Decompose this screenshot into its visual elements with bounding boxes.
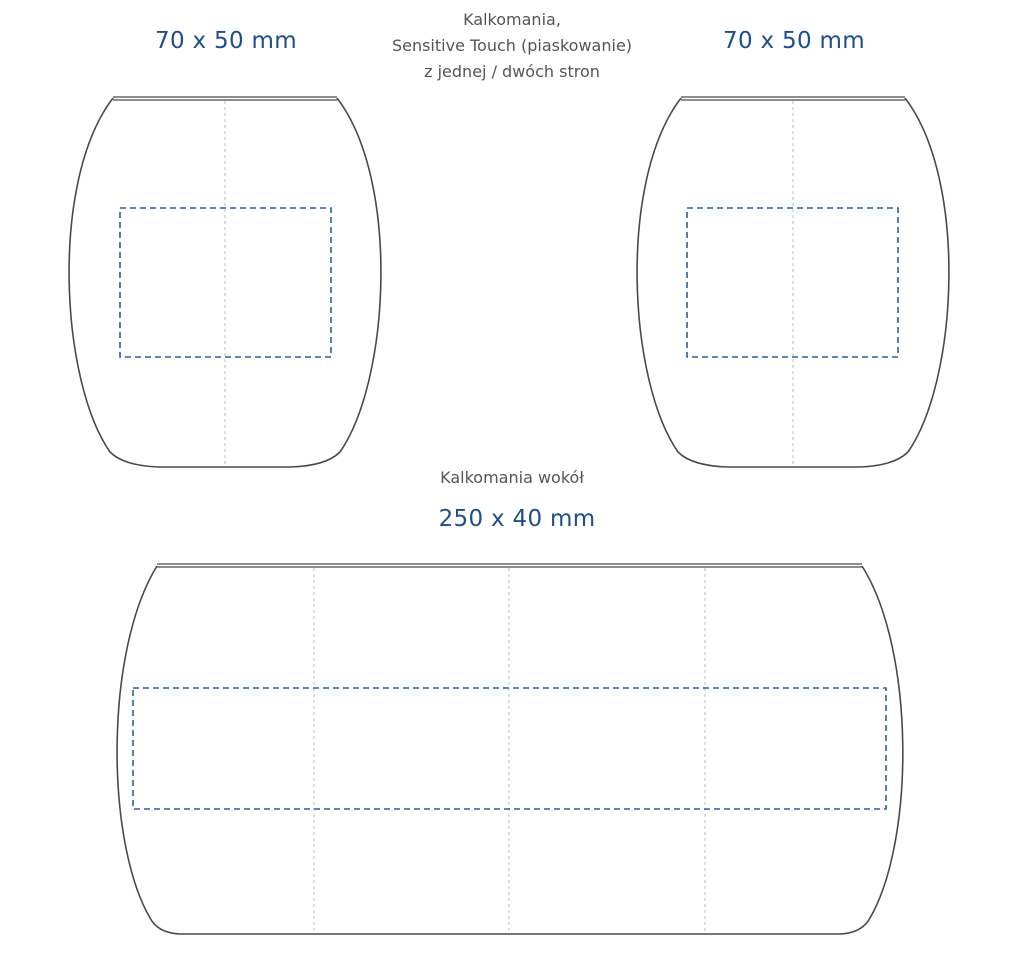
wrap-around-caption: Kalkomania wokół [440, 468, 584, 487]
caption-line: Kalkomania, [463, 10, 561, 29]
right-vase-view [637, 97, 949, 467]
wrap-around-dimension: 250 x 40 mm [438, 506, 596, 532]
wrap-around-view [117, 564, 903, 934]
caption-line: z jednej / dwóch stron [424, 62, 600, 81]
right-side-dimension: 70 x 50 mm [723, 28, 865, 54]
left-vase-view [69, 97, 381, 467]
wrap-around-outline [117, 566, 903, 934]
left-side-dimension: 70 x 50 mm [155, 28, 297, 54]
caption-line: Sensitive Touch (piaskowanie) [391, 36, 633, 55]
